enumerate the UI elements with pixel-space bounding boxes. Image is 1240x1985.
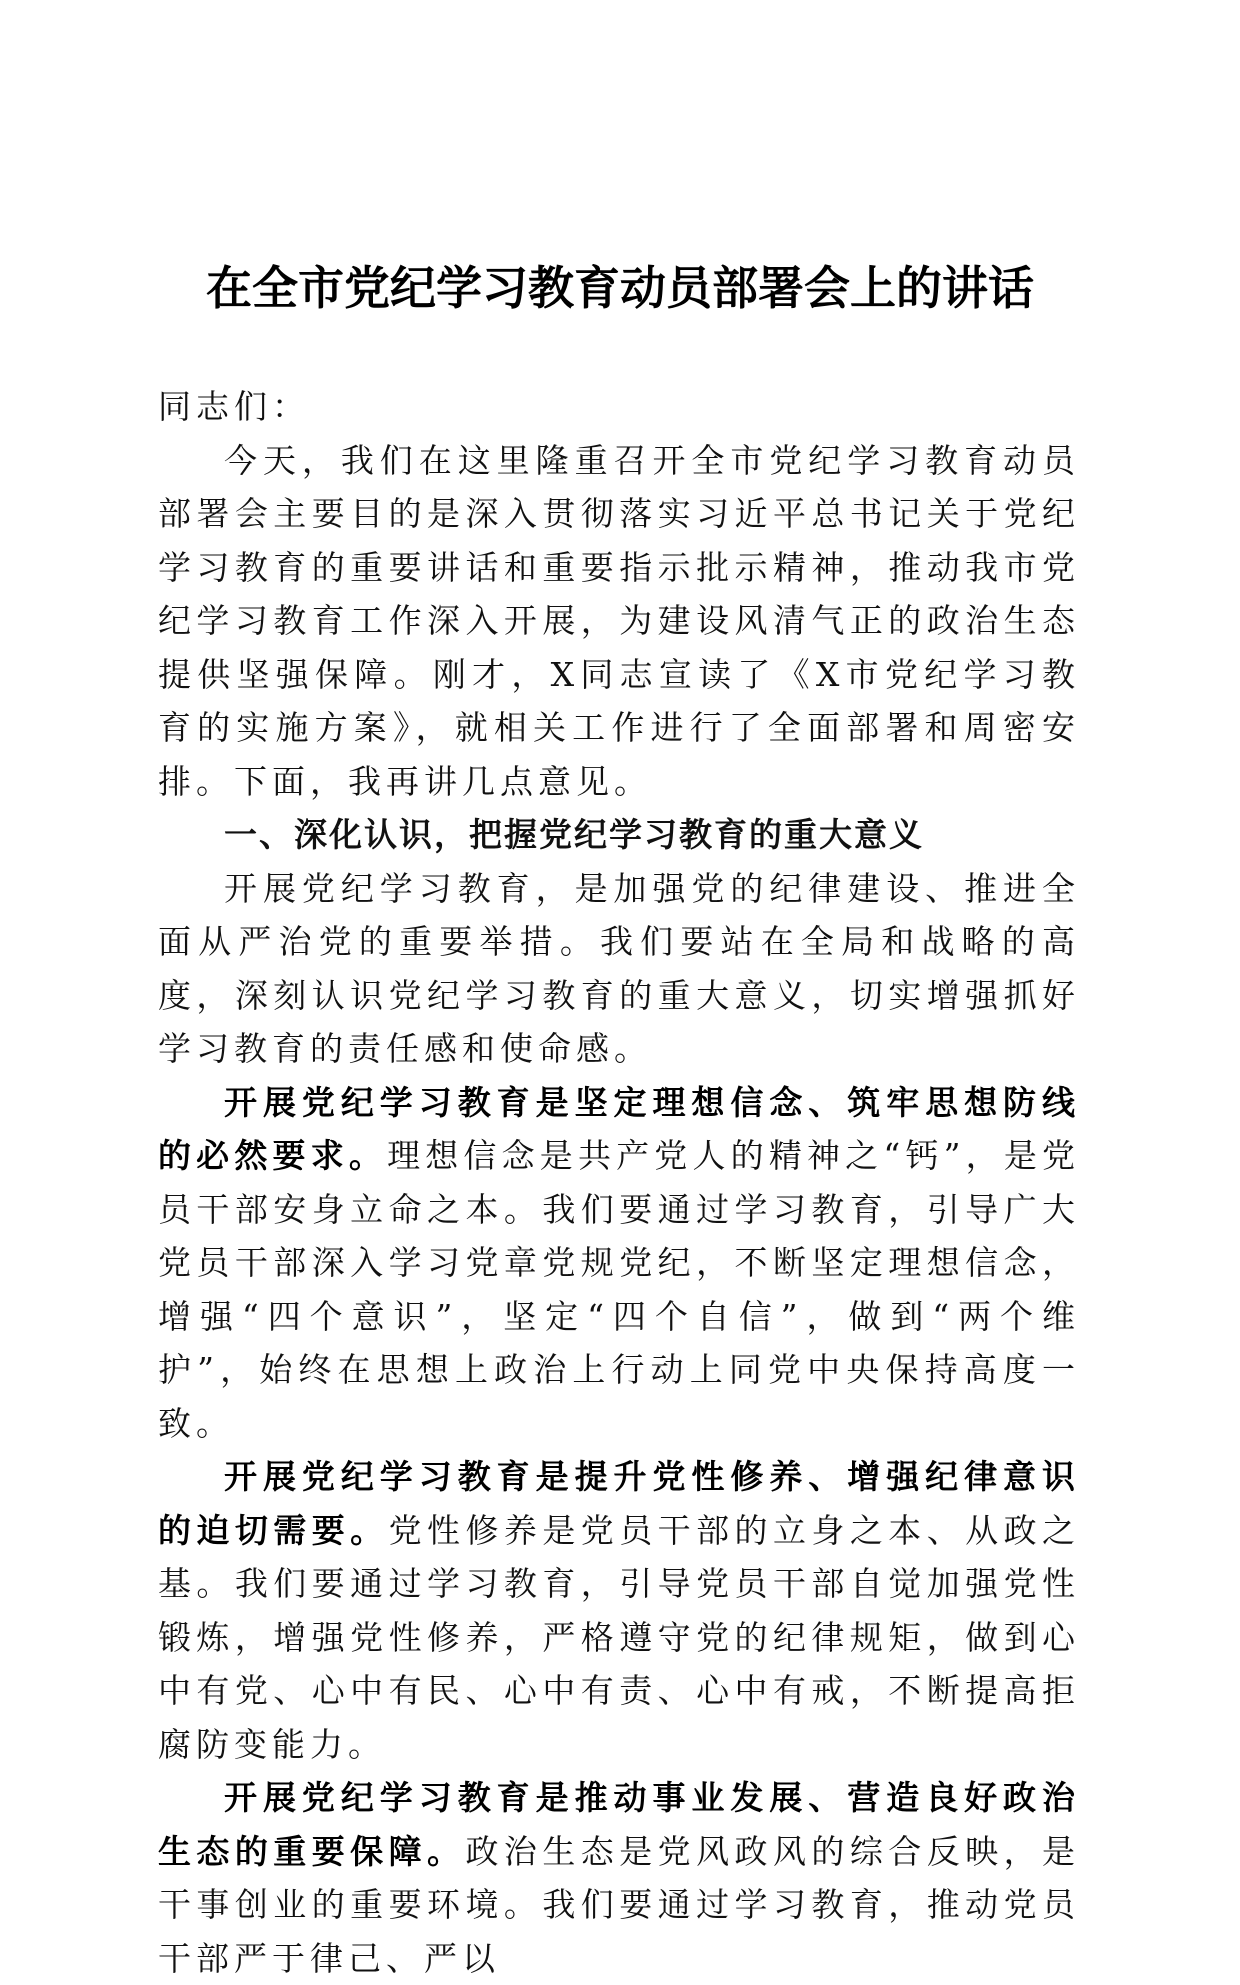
paragraph-text: 理想信念是共产党人的精神之“钙”，是党员干部安身立命之本。我们要通过学习教育，引导广大党员干部深入学习党章党规党纪，不断坚定理想信念，增强“四个意识”，坚定“四个自信”，做到“两个维护”，始终在思想上政治上行动上同党中央保持高度一致。	[158, 1136, 1080, 1443]
paragraph-text: 党性修养是党员干部的立身之本、从政之基。我们要通过学习教育，引导党员干部自觉加强党性锻炼，增强党性修养，严格遵守党的纪律规矩，做到心中有党、心中有民、心中有责、心中有戒，不断提高拒腐防变能力。	[158, 1510, 1081, 1764]
paragraph-lead: 开展党纪学习教育是坚定理想信念、筑牢思想防线的必然要求。	[158, 1082, 1080, 1175]
salutation: 同志们：	[158, 387, 310, 426]
paragraph-lead: 开展党纪学习教育是推动事业发展、营造良好政治生态的重要保障。	[158, 1778, 1080, 1871]
paragraph-lead: 开展党纪学习教育是提升党性修养、增强纪律意识的迫切需要。	[158, 1457, 1080, 1550]
document-title: 在全市党纪学习教育动员部署会上的讲话	[206, 261, 1034, 315]
paragraph-significance: 开展党纪学习教育，是加强党的纪律建设、推进全面从严治党的重要举措。我们要站在全局和战略的高度，深刻认识党纪学习教育的重大意义，切实增强抓好学习教育的责任感和使命感。	[158, 868, 1080, 1068]
paragraph-party-spirit	[158, 1450, 1080, 1771]
paragraph-ideals	[158, 1076, 1080, 1451]
document-body	[158, 380, 1080, 1985]
section-heading-1: 一、深化认识，把握党纪学习教育的重大意义	[224, 815, 924, 854]
paragraph-text: 政治生态是党风政风的综合反映，是干事创业的重要环境。我们要通过学习教育，推动党员干部严于律己、严以	[158, 1831, 1081, 1978]
paragraph-opening: 今天，我们在这里隆重召开全市党纪学习教育动员部署会主要目的是深入贯彻落实习近平总书记关于党纪学习教育的重要讲话和重要指示批示精神，推动我市党纪学习教育工作深入开展，为建设风清气正的政治生态提供坚强保障。刚才，X同志宣读了《X市党纪学习教育的实施方案》，就相关工作进行了全面部署和周密安排。下面，我再讲几点意见。	[158, 440, 1080, 801]
paragraph-political-ecology	[158, 1771, 1080, 1985]
